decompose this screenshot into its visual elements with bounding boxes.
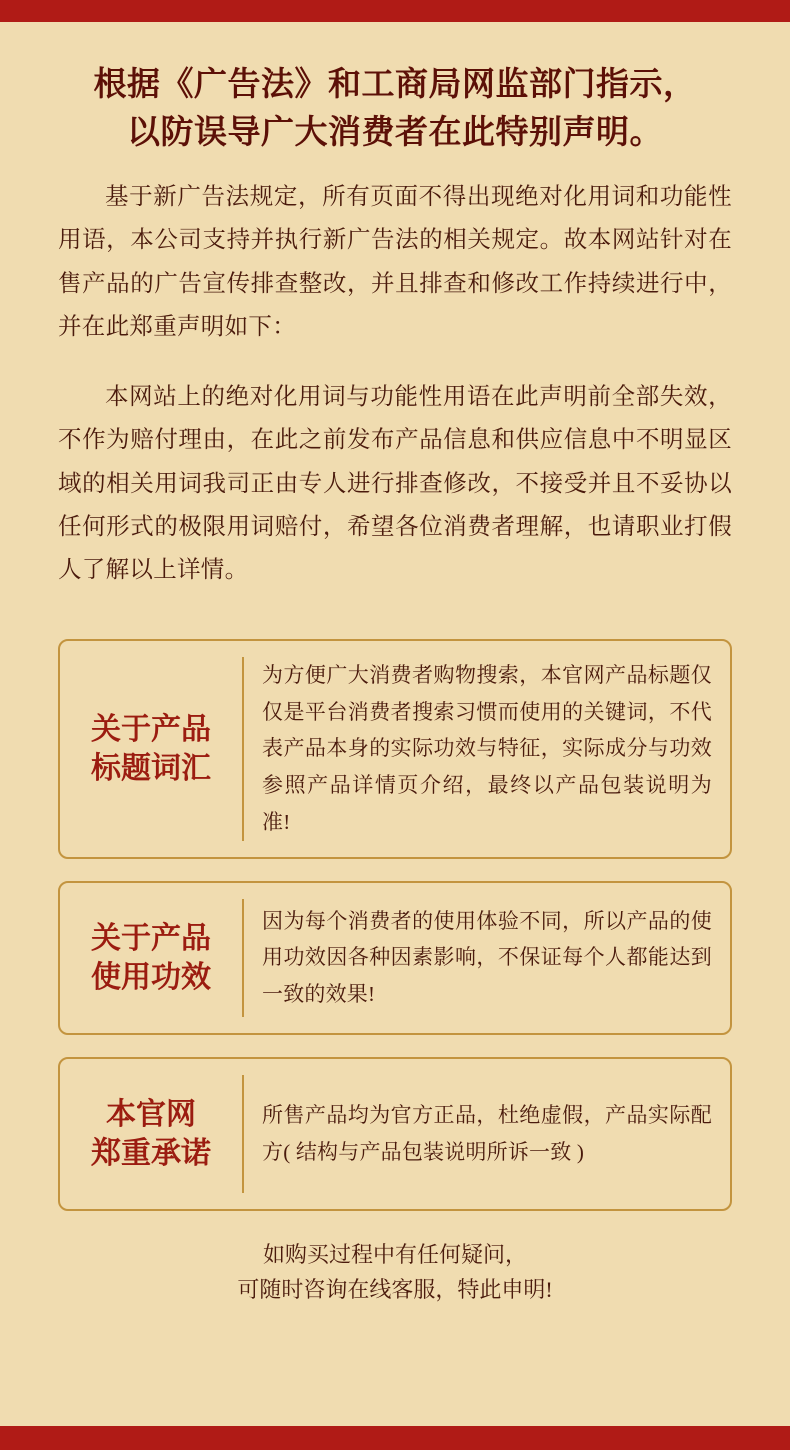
page-title-line-1: 根据《广告法》和工商局网监部门指示， xyxy=(93,67,697,103)
card-title-product-title-wording xyxy=(60,641,242,857)
page-title-line-2: 以防误导广大消费者在此特别声明。 xyxy=(127,114,663,151)
footer-line-1: 如购买过程中有任何疑问， xyxy=(262,1241,527,1267)
card-title-product-efficacy xyxy=(60,883,242,1033)
card-product-title-wording xyxy=(58,639,732,859)
intro-paragraph-2: 本网站上的绝对化用词与功能性用语在此声明前全部失效，不作为赔付理由，在此之前发布产品信息和供应信息中不明显区域的相关用词我司正由专人进行排查修改，不接受并且不妥协以任何形式的极限用词赔付，希望各位消费者理解，也请职业打假人了解以上详情。 xyxy=(58,383,732,584)
card-title-line-2: 使用功效 xyxy=(91,960,211,994)
card-title-line-1: 关于产品 xyxy=(91,712,211,746)
card-title-line-1: 关于产品 xyxy=(91,921,211,955)
card-body-product-title-wording: 为方便广大消费者购物搜索，本官网产品标题仅仅是平台消费者搜索习惯而使用的关键词，不代表产品本身的实际功效与特征，实际成分与功效参照产品详情页介绍，最终以产品包装说明为准! xyxy=(262,662,712,834)
card-official-promise xyxy=(58,1057,732,1211)
footer-line-2: 可随时咨询在线客服，特此申明! xyxy=(237,1276,553,1302)
card-title-line-1: 本官网 xyxy=(106,1097,196,1131)
card-product-efficacy xyxy=(58,881,732,1035)
card-body-product-efficacy: 因为每个消费者的使用体验不同，所以产品的使用功效因各种因素影响，不保证每个人都能达到一致的效果! xyxy=(262,908,712,1007)
intro-paragraph-1: 基于新广告法规定，所有页面不得出现绝对化用词和功能性用语，本公司支持并执行新广告法的相关规定。故本网站针对在售产品的广告宣传排查整改，并且排查和修改工作持续进行中，并在此郑重声明如下： xyxy=(58,183,732,341)
statement-cards xyxy=(58,639,732,1211)
card-body-official-promise: 所售产品均为官方正品，杜绝虚假，产品实际配方( 结构与产品包装说明所诉一致 ) xyxy=(262,1102,712,1164)
card-title-official-promise xyxy=(60,1059,242,1209)
page-title xyxy=(58,62,732,158)
disclaimer-panel xyxy=(0,22,790,1426)
card-title-line-2: 标题词汇 xyxy=(91,751,211,785)
footer-note xyxy=(58,1237,732,1307)
card-title-line-2: 郑重承诺 xyxy=(91,1136,211,1170)
